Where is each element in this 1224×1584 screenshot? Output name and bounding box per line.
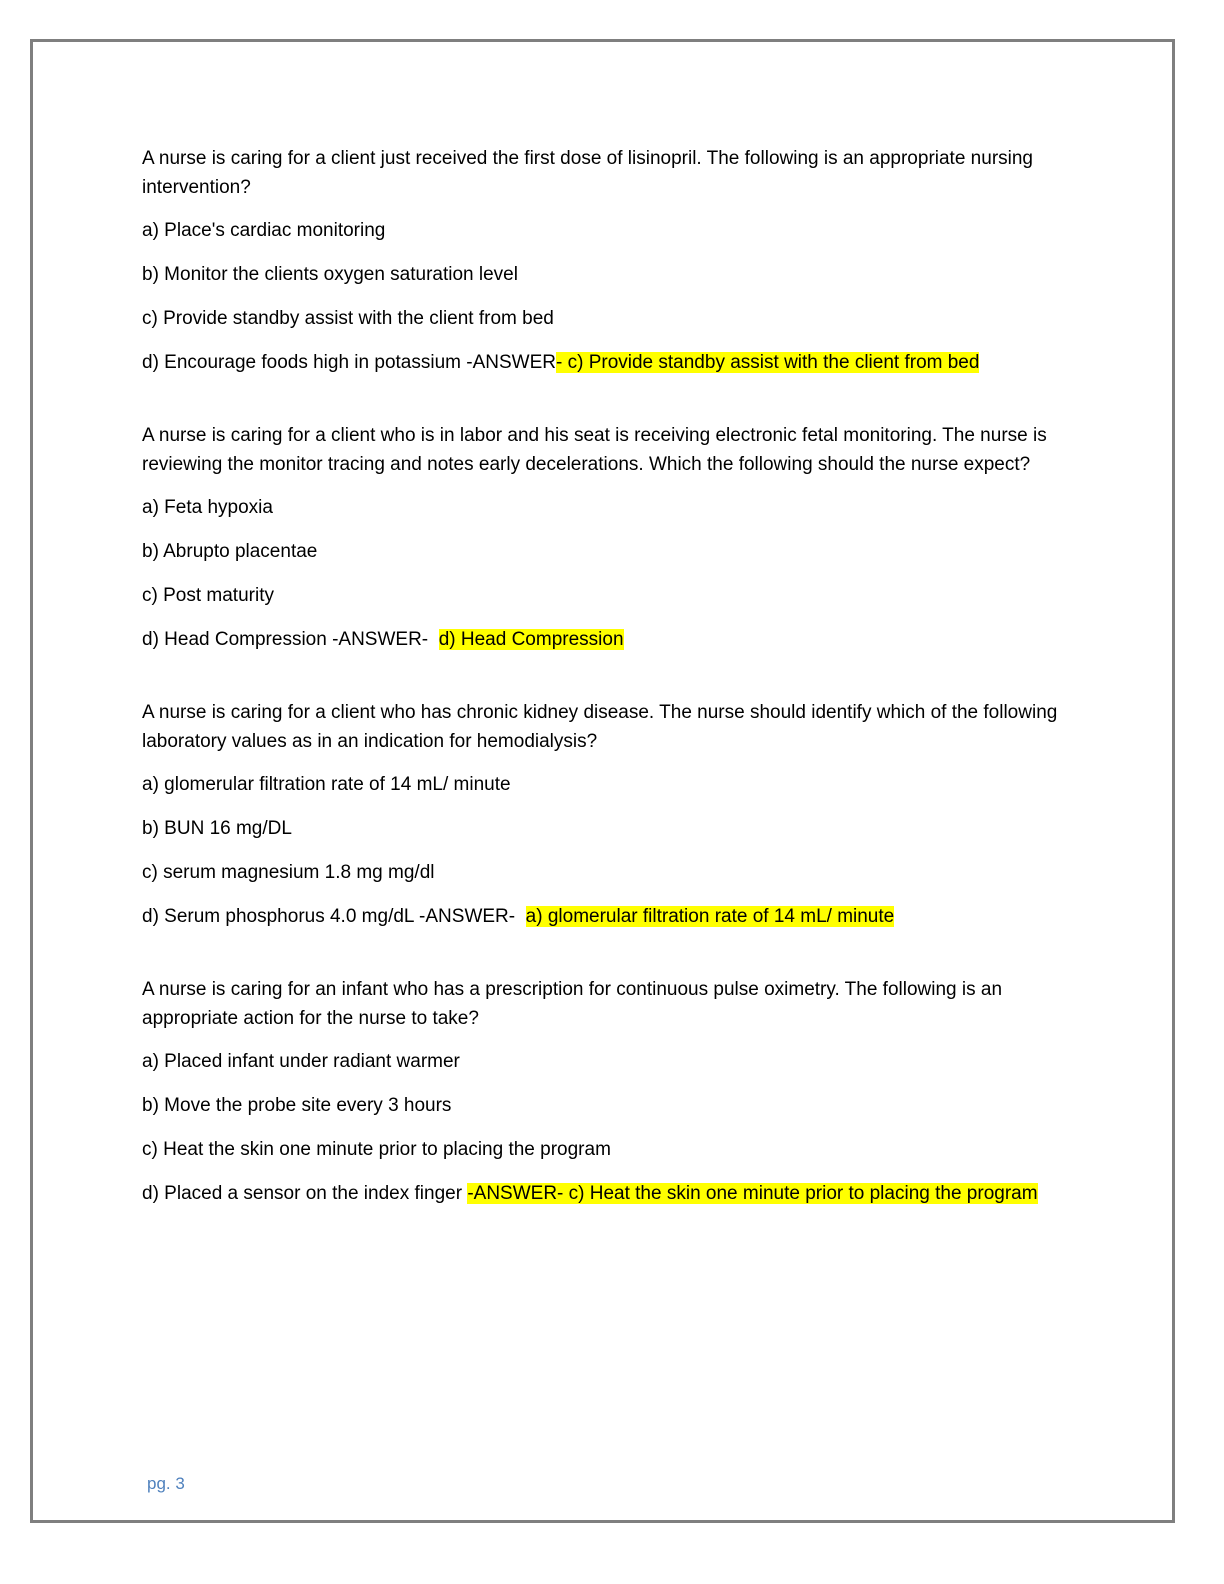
- option-c: c) Heat the skin one minute prior to placing the program: [142, 1139, 611, 1160]
- option-d-text: d) Serum phosphorus 4.0 mg/dL -ANSWER-: [142, 906, 526, 927]
- question-text: A nurse is caring for a client just received the first dose of lisinopril. The following is an appropriate nursing intervention?: [142, 148, 1033, 198]
- question-3: [142, 698, 1062, 931]
- option-b: b) Abrupto placentae: [142, 541, 318, 562]
- page-number: pg. 3: [147, 1474, 185, 1493]
- question-1: [142, 144, 1062, 377]
- option-d-text: d) Encourage foods high in potassium -ANSWER: [142, 352, 556, 373]
- option-b: b) Monitor the clients oxygen saturation level: [142, 264, 518, 285]
- option-b: b) Move the probe site every 3 hours: [142, 1095, 452, 1116]
- option-d: [142, 902, 1062, 931]
- question-2: [142, 421, 1062, 654]
- option-a: a) Placed infant under radiant warmer: [142, 1051, 460, 1072]
- option-a: a) Place's cardiac monitoring: [142, 220, 386, 241]
- option-d-text: d) Placed a sensor on the index finger: [142, 1183, 468, 1204]
- option-c: c) serum magnesium 1.8 mg mg/dl: [142, 862, 435, 883]
- highlighted-answer: - c) Provide standby assist with the client from bed: [555, 352, 980, 373]
- option-d: [142, 348, 1062, 377]
- document-content: [142, 144, 1062, 1252]
- option-c: c) Post maturity: [142, 585, 274, 606]
- question-4: [142, 975, 1062, 1208]
- highlighted-answer: -ANSWER- c) Heat the skin one minute prior to placing the program: [467, 1183, 1038, 1204]
- highlighted-answer: d) Head Compression: [438, 629, 624, 650]
- option-a: a) glomerular filtration rate of 14 mL/ minute: [142, 774, 511, 795]
- question-text: A nurse is caring for a client who is in labor and his seat is receiving electronic fetal monitoring. The nurse is reviewing the monitor tracing and notes early decelerations. Which the following should the nurse expect?: [142, 425, 1047, 475]
- question-text: A nurse is caring for a client who has chronic kidney disease. The nurse should identify which of the following laboratory values as in an indication for hemodialysis?: [142, 702, 1058, 752]
- option-d: [142, 1179, 1062, 1208]
- highlighted-answer: a) glomerular filtration rate of 14 mL/ minute: [525, 906, 895, 927]
- option-d-text: d) Head Compression -ANSWER-: [142, 629, 439, 650]
- option-b: b) BUN 16 mg/DL: [142, 818, 292, 839]
- option-d: [142, 625, 1062, 654]
- question-text: A nurse is caring for an infant who has a prescription for continuous pulse oximetry. The following is an appropriate action for the nurse to take?: [142, 979, 1003, 1029]
- option-c: c) Provide standby assist with the client from bed: [142, 308, 554, 329]
- option-a: a) Feta hypoxia: [142, 497, 273, 518]
